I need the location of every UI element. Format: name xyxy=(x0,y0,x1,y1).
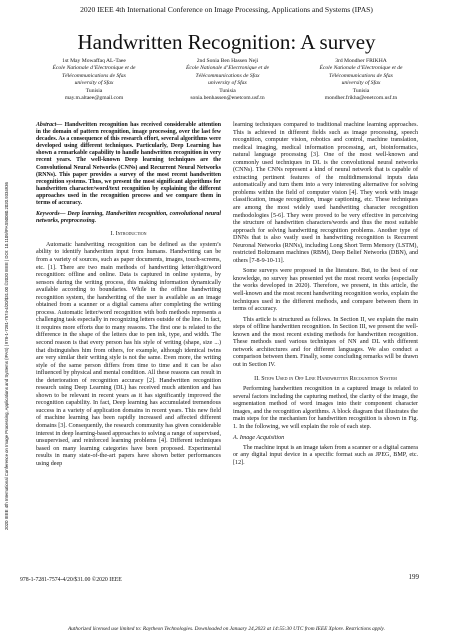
footer-copyright: 978-1-7281-7574-4/20/$31.00 ©2020 IEEE xyxy=(20,577,122,583)
author-3 xyxy=(297,58,425,102)
author-name: 2nd Sonia Ben Hassen Neji xyxy=(196,58,259,64)
abstract xyxy=(36,122,221,207)
author-university: university of Sfax xyxy=(74,80,114,87)
keywords-text: Deep learning, Handwritten recognition, convolutional neural networks, preprocessing. xyxy=(36,211,221,225)
author-country: Tunisia xyxy=(85,87,103,94)
paragraph: Some surveys were proposed in the literature. But, to the best of our knowledge, no survey has presented yet the most recent works (especially the works developed in 2020). Therefore, we present, in this article, the well-known and the most recent handwriting recognition works, explain the techniques used in the different methods, and compare between them in terms of accuracy. xyxy=(233,268,418,313)
author-institution: Télécommunications de Sfax xyxy=(195,72,260,79)
authorization-note: Authorized licensed use limited to: Raytheon Technologies. Downloaded on January 24,2023 at 14:55:30 UTC from IEEE Xplore. Restrictions apply. xyxy=(68,626,385,632)
author-country: Tunisia xyxy=(352,87,370,94)
author-institution: École Nationale d’Electronique et de xyxy=(52,65,136,72)
author-email: may.m.altaee@gmail.com xyxy=(64,95,124,102)
paragraph: This article is structured as follows. In Section II, we explain the main steps of offline handwritten recognition. In Section III, we present the well-known and the most recent existing methods for handwritten recognition. These methods used various techniques of NN and DL with different network architectures and for different languages. We also conduct a comparison between them. Finally, some concluding remarks will be drawn out in Section IV. xyxy=(233,316,418,368)
author-institution: École Nationale d’Electronique et de xyxy=(185,65,270,72)
author-2 xyxy=(164,58,292,102)
abstract-text: Handwritten recognition has received considerable attention in the domain of pattern recognition, image processing, over the last few decades. As a consequence of this research effort, several algorithms were developed using different techniques. Particularly, Deep Learning has shown a remarkable capability to handle handwritten recognition in very recent years. The well-known Deep learning techniques are the Convolutional Neural Networks (CNNs) and Recurrent Neural Networks (RNNs). This paper provides a survey of the most recent handwritten recognition systems. Thus, we present the most significant algorithms for handwritten character/word/text recognition by explaining the different approaches used in the recognition process and we compare them in terms of accuracy. xyxy=(36,122,221,207)
keywords-lead: Keywords— xyxy=(36,211,66,218)
section-heading-steps: II. Steps Used in Off Line Handwritten Recognition System xyxy=(254,375,397,382)
author-institution: École Nationale d’Electronique et de xyxy=(319,65,403,72)
paragraph: Automatic handwriting recognition can be defined as the system’s ability to identify handwritten input from humans. Handwriting can be from a variety of sources, such as paper documents, images, touch-screens, etc. [1]. There are two main methods of handwriting letter/digit/word recognition: offline and online. Data is captured in online systems, by sensors during the writing process, this making information dynamically available according to boundaries. While in the offline handwriting recognition system, the handwriting of the user is available as an image obtained from a scanner or a digital camera after completing the writing process. Automatic letter/word recognition with both methods represents a challenging task especially in recognizing letters outside of the line. In fact, it requires more efforts due to many reasons. The first one is related to the difference in the shape of the letters due to pen ink, type, and width. The second reason is that every person has his style of writing (shape, size ...) that distinguishes him from others, for example, although identical twins are very similar their writing style is not the same. Even more, the writing style of the same person differs from time to time and it can be also influenced by physical and mental condition. All these reasons can result in the deterioration of recognition accuracy [2]. Handwritten recognition research using Deep Learning (DL) has received much attention and has shown to be relevant in recent years as it has significantly improved the recognition capability. In fact, Deep learning has accumulated tremendous success in a variety of application domains in recent years. This new field of machine learning has been rapidly increased and affected different domains [3]. Consequently, the research community has given considerable interest in deep learning-based approaches to solving a range of supervised, unsupervised, and reinforced learning problems [4]. Different techniques based on many learning categories have been proposed. Experimental results in many state-of-the-art papers have shown better performances using deep xyxy=(36,241,221,467)
author-email: sonia.benhassen@enetcom.usf.tn xyxy=(190,95,265,102)
right-column xyxy=(233,122,418,471)
keywords xyxy=(36,211,221,225)
author-university: university of Sfax xyxy=(341,80,381,87)
author-email: mondher.frikha@enetcom.usf.tn xyxy=(324,95,398,102)
author-institution: Télécommunications de Sfax xyxy=(61,72,126,79)
paper-title: Handwritten Recognition: A survey xyxy=(77,30,376,54)
sidebar-doi xyxy=(4,60,12,530)
author-name: 3rd Mondher FRIKHA xyxy=(335,58,387,64)
author-name: 1st May Mowaffaq AL-Taee xyxy=(62,58,126,64)
section-heading-introduction: I. Introduction xyxy=(110,231,147,238)
paragraph: The machine input is an image taken from a scanner or a digital camera or any digital input device in a specific format such as JPEG, BMP, etc. [12]. xyxy=(233,444,418,466)
paragraph: learning techniques compared to traditional machine learning approaches. This is achieved in different fields such as image processing, speech recognition, computer vision, robotics and control, machine translation, medical imaging, medical information processing, art, bioinformatics, natural language processing [3]. One of the most well-known and commonly used techniques in DL is the convolutional neural networks (CNNs). The CNNs represent a kind of neural network that is capable of extracting pertinent features of the multidimensional inputs data automatically and turn them into a very interesting alternative for solving problems within the field of computer vision [4]. They work with image classification, image recognition, image captioning, etc. These techniques are among the most widely used handwriting character recognition methodologies [5-6]. They were proved to be very effective in perceiving the structure of handwritten characters/words and thus the most suitable approach for solving handwriting recognition problems. Another type of DNNs that is also vastly used in handwriting recognition is Recurrent Neuronal Networks (RNNs), including Long Short Term Memory (LSTM), restricted Boltzmann machines (RBM), Deep Belief Networks (DBN), and others [7-8-9-10-11]. xyxy=(233,122,418,264)
subsection-heading: A. Image Acquisition xyxy=(233,435,285,442)
author-country: Tunisia xyxy=(219,87,236,94)
author-institution: Télécommunications de Sfax xyxy=(328,72,393,79)
abstract-lead: Abstract— xyxy=(36,122,63,128)
page-number: 199 xyxy=(408,573,419,581)
author-block xyxy=(30,58,425,102)
author-1 xyxy=(30,58,158,102)
author-university: university of Sfax xyxy=(208,80,247,87)
conference-header: 2020 IEEE 4th International Conference on Image Processing, Applications and Systems (IPAS) xyxy=(80,5,373,14)
paragraph: Performing handwritten recognition in a captured image is related to several factors including the capturing method, the clarity of the image, the segmentation method of word images into their component character images, and the recognition algorithms. A block diagram that illustrates the main steps for the mechanism for handwritten recognition is shown in Fig. 1. In the following, we will explain the role of each step. xyxy=(233,386,418,430)
sidebar-doi-text: 2020 IEEE 4th International Conference on Image Processing, Applications and Systems (IPAS) | 978-1-7281-7574-4/20/$31.00 ©2020 IEEE | DOI: 10.1109/IPAS50080.2020.9334936 xyxy=(4,182,9,530)
left-column xyxy=(36,122,221,471)
